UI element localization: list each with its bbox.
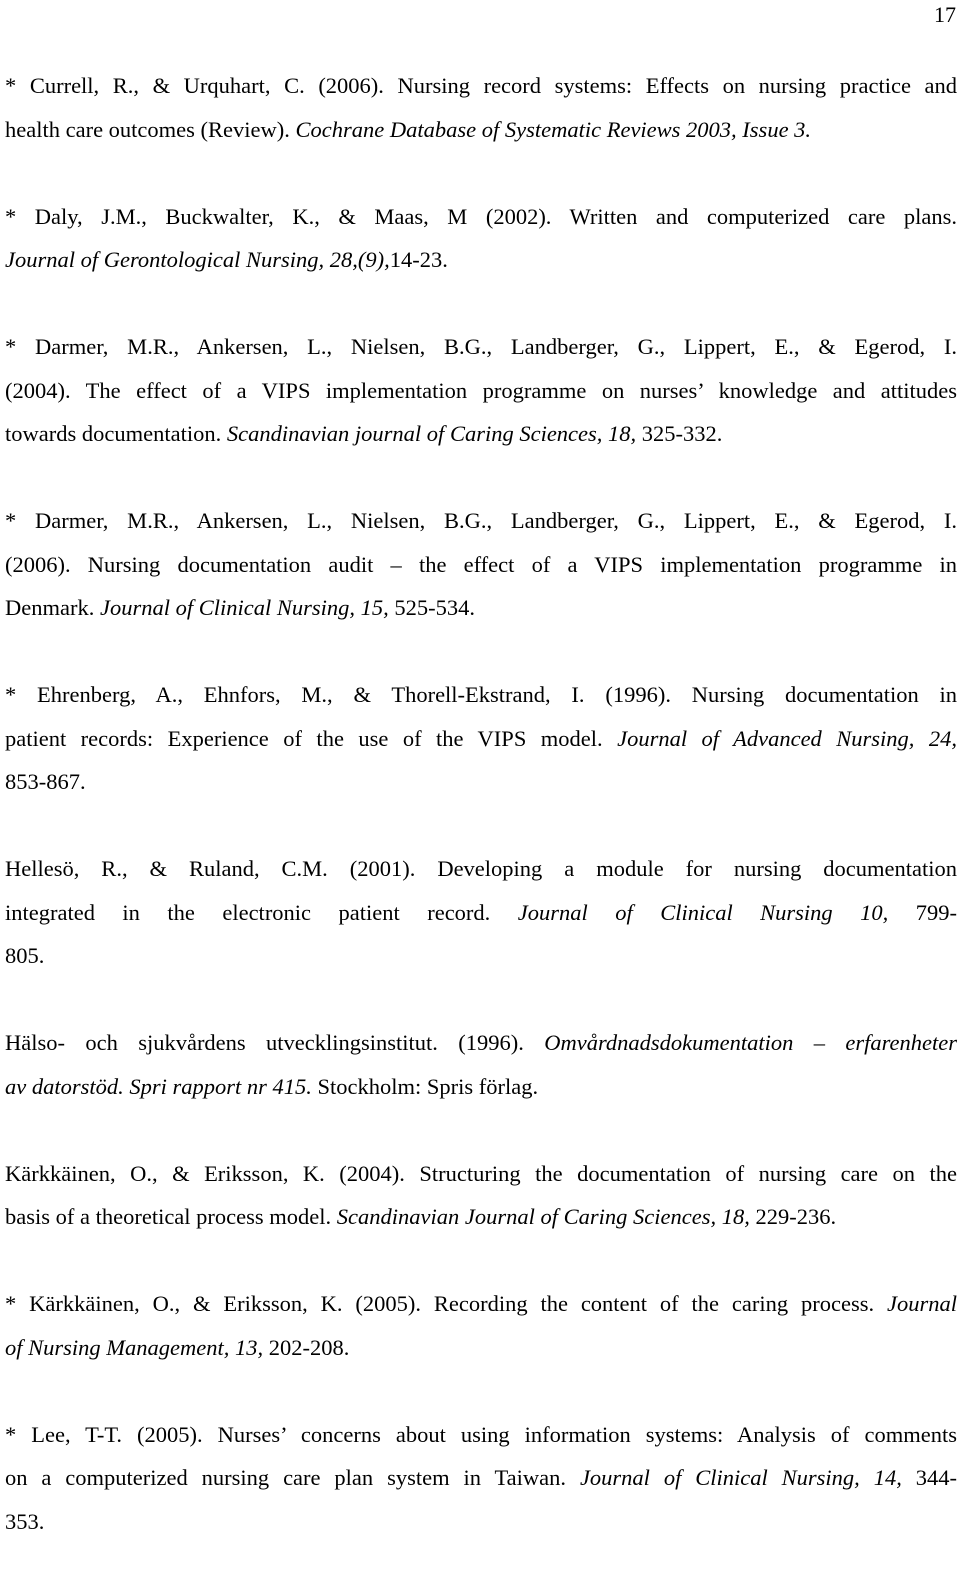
reference-italic-text: Journal of Clinical Nursing 10, [517,899,889,925]
reference-entry [5,673,957,804]
reference-entry [5,195,957,282]
reference-italic-text: Journal [887,1291,957,1316]
reference-text: * Kärkkäinen, O., & Eriksson, K. (2005). Recording the content of the caring process. [5,1291,887,1316]
reference-line [5,238,957,282]
reference-italic-text: Journal of Clinical Nursing, 15, [99,595,389,620]
reference-line [5,1326,957,1370]
reference-italic-text: Scandinavian journal of Caring Sciences, 18, [226,421,637,446]
reference-italic-text: Journal of Clinical Nursing, 14, [579,1465,902,1490]
reference-line [5,543,957,587]
reference-text: health care outcomes (Review). [5,116,296,142]
reference-line [5,1500,957,1544]
reference-text: 853-867. [5,769,86,794]
reference-text: Hellesö, R., & Ruland, C.M. (2001). Developing a module for nursing documentation [5,856,957,881]
reference-italic-text: Journal of Advanced Nursing, 24, [617,725,957,751]
reference-line [5,1021,957,1065]
reference-text: Denmark. [5,595,100,620]
reference-text: 202-208. [263,1334,350,1360]
reference-italic-text: Omvårdnadsdokumentation – erfarenheter [544,1030,957,1055]
reference-line [5,412,957,456]
reference-text: Kärkkäinen, O., & Eriksson, K. (2004). Structuring the documentation of nursing care on the [5,1160,957,1186]
reference-line [5,64,957,108]
reference-text: (2006). Nursing documentation audit – the effect of a VIPS implementation programme in [5,551,957,577]
reference-text: patient records: Experience of the use of the VIPS model. [5,725,618,751]
reference-entry [5,1152,957,1239]
reference-text: 344- [901,1465,957,1490]
reference-line [5,1152,957,1196]
reference-line [5,586,957,630]
reference-text: * Lee, T-T. (2005). Nurses’ concerns about using information systems: Analysis of comments [5,1421,957,1447]
reference-entry [5,1021,957,1108]
reference-line [5,325,957,369]
reference-line [5,934,957,978]
reference-text: * Currell, R., & Urquhart, C. (2006). Nursing record systems: Effects on nursing practice and [5,73,957,98]
reference-text: (2004). The effect of a VIPS implementation programme on nurses’ knowledge and attitudes [5,377,957,403]
reference-line [5,1282,957,1326]
reference-text: 14-23. [389,247,448,272]
reference-text: 353. [5,1508,45,1534]
reference-text: 325-332. [636,421,723,446]
page-number: 17 [934,2,956,27]
reference-entry [5,847,957,978]
reference-italic-text: of Nursing Management, 13, [5,1334,264,1360]
reference-line [5,891,957,935]
reference-text: 799- [888,899,957,925]
reference-text: Hälso- och sjukvårdens utvecklingsinstitut. (1996). [5,1030,545,1055]
reference-italic-text: Scandinavian Journal of Caring Sciences, 18, [336,1204,750,1229]
reference-line [5,1413,957,1457]
reference-text: * Darmer, M.R., Ankersen, L., Nielsen, B.G., Landberger, G., Lippert, E., & Egerod, I. [5,508,957,533]
reference-list [5,64,957,1587]
reference-text: integrated in the electronic patient record. [5,899,518,925]
reference-text: Stockholm: Spris förlag. [311,1073,539,1099]
reference-line [5,499,957,543]
reference-line [5,369,957,413]
reference-text: * Darmer, M.R., Ankersen, L., Nielsen, B.G., Landberger, G., Lippert, E., & Egerod, I. [5,334,957,359]
reference-italic-text: Journal of Gerontological Nursing, 28,(9), [5,247,390,272]
reference-entry [5,1413,957,1544]
reference-line [5,847,957,891]
reference-entry [5,325,957,456]
reference-line [5,195,957,239]
reference-text: * Daly, J.M., Buckwalter, K., & Maas, M (2002). Written and computerized care plans. [5,203,957,229]
reference-line [5,1195,957,1239]
reference-italic-text: Cochrane Database of Systematic Reviews 2003, Issue 3. [295,116,812,142]
reference-text: 805. [5,943,45,968]
reference-line [5,1456,957,1500]
reference-line [5,717,957,761]
reference-text: basis of a theoretical process model. [5,1204,337,1229]
reference-text: on a computerized nursing care plan system in Taiwan. [5,1465,580,1490]
reference-text: 229-236. [749,1204,837,1229]
reference-line [5,1065,957,1109]
reference-line [5,673,957,717]
reference-entry [5,64,957,151]
reference-entry [5,499,957,630]
reference-line [5,108,957,152]
reference-entry [5,1282,957,1369]
reference-text: towards documentation. [5,421,227,446]
reference-line [5,760,957,804]
reference-text: * Ehrenberg, A., Ehnfors, M., & Thorell-Ekstrand, I. (1996). Nursing documentation in [5,682,957,707]
reference-italic-text: av datorstöd. Spri rapport nr 415. [5,1073,312,1099]
reference-text: 525-534. [388,595,475,620]
